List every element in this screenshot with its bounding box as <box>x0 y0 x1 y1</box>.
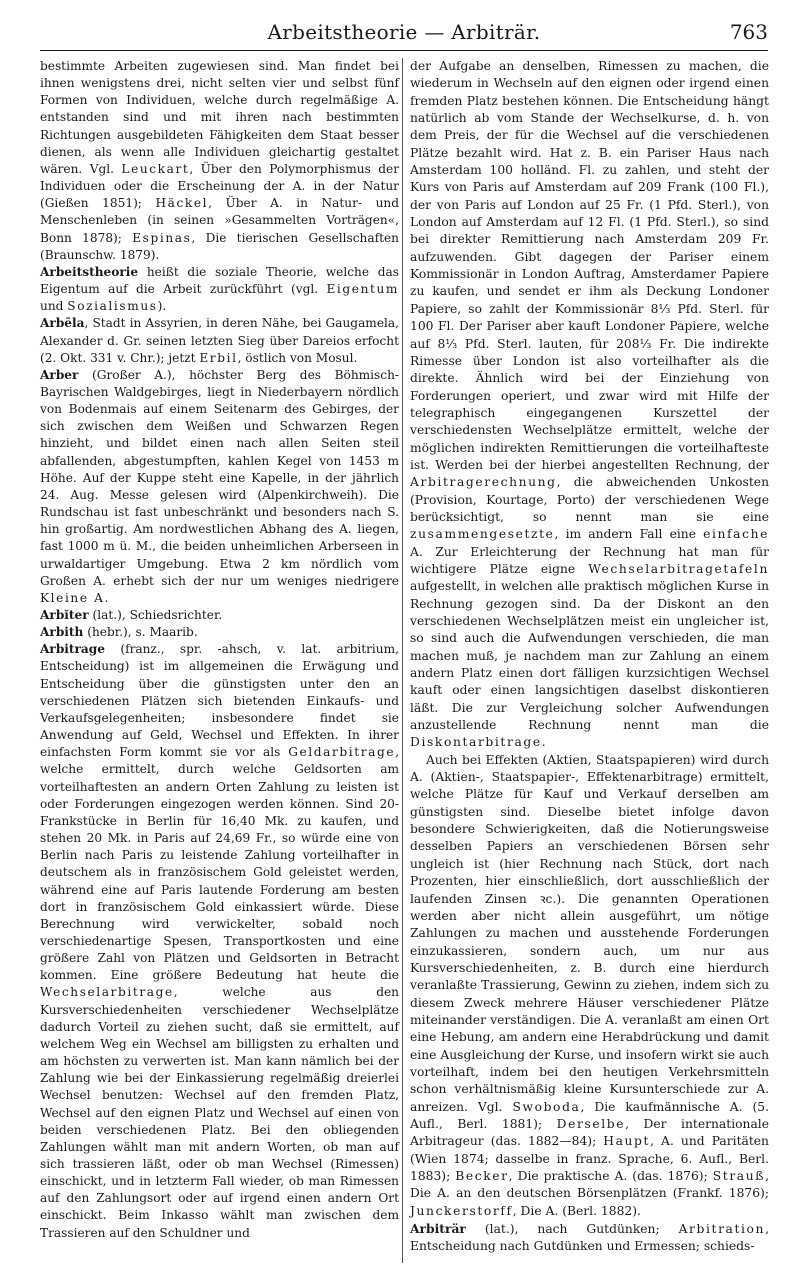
entry-text: , welche ermittelt, durch welche Geldsorten am vorteilhaftesten an andern Orten Zahlung zu leisten ist oder Forderungen eingezogen werden können. Sind 20-Frankstücke in Berlin für 16,40 Mk. zu kaufen, und stehen 20 Mk. in Paris auf 24,69 Fr., so würde eine von Berlin nach Paris zu leistende Zahlung vorteilhafter in deutschem als in französischem Gold geleistet werden, während eine auf Paris lautende Forderung am besten dort in französischem Gold einkassiert würde. Diese Berechnung wird verwickelter, sobald noch verschiedenartige Spesen, Transportkosten und eine größere Zahl von Plätzen und Geldsorten in Betracht kommen. Eine größere Bedeutung hat heute die <box>40 745 399 983</box>
running-title: Arbeitstheorie — Arbiträr. <box>267 20 541 44</box>
spaced-term: Junckerstorff <box>410 1203 513 1218</box>
entry-text: bestimmte Arbeiten zugewiesen sind. Man findet bei ihnen wenigstens drei, nicht selten vier und selbst fünf Formen von Individuen, welche durch regelmäßige A. entstanden sind und mit ihren nach bestimmten Richtungen ausgebildeten Fähigkeiten dem Staat besser dienen, als wenn alle Individuen gleichartig gestaltet wären. Vgl. <box>40 59 399 176</box>
entry-headword: Arbitrage <box>40 642 106 657</box>
spaced-term: Sozialismus <box>67 299 158 314</box>
entry-text: , Die kaufmännische A. (5. Aufl., Berl. 1881); <box>410 1099 769 1131</box>
column-divider <box>402 58 403 1263</box>
entry-text: und <box>40 299 68 314</box>
entry-text: (lat.), nach Gutdünken; <box>465 1222 679 1237</box>
spaced-term: Espinas <box>132 230 192 245</box>
entry-text: , Über den Polymorphismus der Individuen oder die Erscheinung der A. in der Natur (Gießen 1851); <box>40 161 399 211</box>
spaced-term: Diskontarbitrage <box>410 735 542 750</box>
entry-text: , Stadt in Assyrien, in deren Nähe, bei Gaugamela, Alexander d. Gr. seinen letzten Sieg über Dareios erfocht (2. Okt. 331 v. Chr.); jetzt <box>40 316 399 365</box>
entry-text: aufgestellt, in welchen alle praktisch möglichen Kurse in Rechnung gezogen sind. Da der Diskont an den verschiedenen Wechselplätzen meist ein ungleicher ist, so sind auch die Aufwendungen verschieden, die man machen muß, je nachdem man zur Zahlung an einem andern Platz einen dort fälligen kurzsichtigen Wechsel kauft oder einen langsichtigen daselbst diskontieren läßt. Die zur Vergleichung solcher Aufwendungen anzustellende Rechnung nennt man die <box>410 579 769 733</box>
continued-paragraph <box>410 58 769 752</box>
spaced-term: Arbitragerechnung <box>410 475 557 490</box>
spaced-term: Strauß <box>712 1169 766 1183</box>
entry-headword: Arbeitstheorie <box>40 264 139 279</box>
right-column <box>410 58 769 1256</box>
dictionary-entry <box>40 607 399 624</box>
spaced-term: Arbitration <box>678 1222 766 1237</box>
running-header <box>40 18 768 48</box>
entry-text: , Die A. (Berl. 1882). <box>512 1203 641 1218</box>
spaced-term: Derselbe <box>556 1116 626 1131</box>
dictionary-entry <box>40 624 399 641</box>
entry-text: , Die tierischen Gesellschaften (Braunschw. 1879). <box>40 230 399 262</box>
entry-headword: Arbiträr <box>410 1221 466 1237</box>
entry-text: , östlich von Mosul. <box>237 350 358 365</box>
page-number: 763 <box>729 20 768 44</box>
spaced-term: Geldarbitrage <box>288 745 396 760</box>
dictionary-entry <box>410 1220 769 1256</box>
entry-text: , Der internationale Arbitrageur (das. 1882—84); <box>410 1116 769 1149</box>
entry-headword: Arber <box>40 367 79 382</box>
left-column <box>40 58 399 1242</box>
spaced-term: Leuckart <box>121 161 190 176</box>
entry-text: der Aufgabe an denselben, Rimessen zu machen, die wiederum in Wechseln auf den eignen oder irgend einen fremden Platz bestehen können. Die Entscheidung hängt natürlich ab vom Stande der Wechselkurse, d. h. von dem Preis, der für die Wechsel auf die verschiedenen Plätze bezahlt wird. Hat z. B. ein Pariser Haus nach Amsterdam 100 holländ. Fl. zu zahlen, und steht der Kurs von Paris auf Amsterdam auf 209 Frank (100 Fl.), der von Paris auf London auf 25 Fr. (1 Pfd. Sterl.), von London auf Amsterdam auf 12 Fl. (1 Pfd. Sterl.), so sind bei direkter Remittierung nach Amsterdam 209 Fr. aufzuwenden. Gibt dagegen der Pariser einem Kommissionär in London Auftrag, Amsterdamer Papiere zu kaufen, und sendet er ihm als Deckung Londoner Papiere, so zahlt der Kommissionär 8⅓ Pfd. Sterl. für 100 Fl. Der Pariser aber kauft Londoner Papiere, welche auf 8⅓ Pfd. Sterl. lauten, für 208⅓ Fr. Die indirekte Rimesse über London ist also vorteilhafter als die direkte. Ähnlich wird bei der Einziehung von Forderungen operiert, und zwar wird mit Hilfe der telegraphisch eingegangenen Kurszettel der verschiedensten Wechselplätze ermittelt, welche der möglichen indirekten Remittierungen die vorteilhafteste ist. Werden bei der hierbei angestellten Rechnung, der <box>410 59 769 472</box>
spaced-term: Wechselarbitragetafeln <box>588 561 769 576</box>
entry-text: (lat.), Schiedsrichter. <box>88 608 223 622</box>
entry-text: heißt die soziale Theorie, welche das Eigentum auf die Arbeit zurückführt (vgl. <box>40 264 399 297</box>
dictionary-entry <box>40 641 399 1241</box>
continued-paragraph <box>40 58 399 264</box>
entry-headword: Arbēla <box>40 316 85 331</box>
dictionary-entry <box>40 367 399 607</box>
entry-text: , im andern Fall eine <box>554 527 704 542</box>
dictionary-entry <box>40 264 399 315</box>
spaced-term: Haupt <box>603 1134 651 1149</box>
entry-text: ). <box>157 299 167 314</box>
spaced-term: Eigentum <box>326 282 399 297</box>
entry-text: , Über A. in Natur- und Menschenleben (in seinen »Gesammelten Vorträgen«, Bonn 1878); <box>40 196 399 245</box>
entry-text: , die abweichenden Unkosten (Provision, Kourtage, Porto) der verschiedenen Wege berücksichtigt, so nennt man sie eine <box>410 475 769 524</box>
header-rule <box>40 50 768 51</box>
paragraph <box>410 752 769 1220</box>
entry-text: A. Zur Erleichterung der Rechnung hat man für wichtigere Plätze eigne <box>410 544 769 576</box>
entry-text: , Die praktische A. (das. 1876); <box>508 1169 713 1183</box>
spaced-term: Kleine A. <box>40 590 110 605</box>
entry-text: , welche aus den Kursverschiedenheiten verschiedener Wechselplätze dadurch Vorteil zu ziehen sucht, daß sie ermittelt, auf welchem Weg ein Wechsel am billigsten zu erhalten und am höchsten zu verwerten ist. Man kann nämlich bei der Zahlung wie bei der Einkassierung regelmäßig dreierlei Wechsel benutzen: Wechsel auf den fremden Platz, Wechsel auf den eignen Platz und Wechsel auf einen von beiden verschiedenen Platz. Bei den obliegenden Zahlungen wählt man mit andern Worten, ob man auf sich trassieren läßt, oder ob man Wechsel (Rimessen) einschickt, und in letzterm Fall wieder, ob man Rimessen auf den Zahlungsort oder auf irgend einen andern Ort einschickt. Beim Inkasso wählt man zwischen dem Trassieren auf den Schuldner und <box>40 985 399 1240</box>
entry-text: (franz., spr. -ahsch, v. lat. arbitrium, Entscheidung) ist im allgemeinen die Erwägung und Entscheidung über die günstigsten unter den an verschiedenen Plätzen sich bietenden Einkaufs- und Verkaufsgelegenheiten; insbesondere findet sie Anwendung auf Geld, Wechsel und Effekten. In ihrer einfachsten Form kommt sie vor als <box>40 642 399 760</box>
spaced-term: Erbil <box>199 350 238 365</box>
spaced-term: Wechselarbitrage <box>40 985 174 1000</box>
entry-text: (hebr.), s. Maarib. <box>83 625 198 640</box>
spaced-term: Swoboda <box>512 1099 581 1114</box>
entry-text: Auch bei Effekten (Aktien, Staatspapieren) wird durch A. (Aktien-, Staatspapier-, Effektenarbitrage) ermittelt, welche Plätze für Kauf und Verkauf derselben am günstigsten sind. Dieselbe bietet infolge davon besondere Schwierigkeiten, daß die Notierungsweise desselben Papiers an verschiedenen Börsen sehr ungleich ist (hier Rechnung nach Stück, dort nach Prozenten, hier einschließlich, dort ausschließlich der laufenden Zinsen ꝛc.). Die genannten Operationen werden aber nicht allein ausgeführt, um nötige Zahlungen zu machen und ausstehende Forderungen einzukassieren, sondern auch, um nur aus Kursverschiedenheiten, z. B. durch eine hierdurch veranlaßte Trassierung, Gewinn zu ziehen, indem sich zu diesem Zweck mehrere Häuser verschiedener Plätze miteinander verständigen. Die A. veranlaßt am einen Ort eine Hebung, am andern eine Herabdrückung und damit eine Ausgleichung der Kurse, und insofern wirkt sie auch vorteilhaft, indem bei den heutigen Verkehrsmitteln schon verhältnismäßig kleine Kursunterschiede zur A. anreizen. Vgl. <box>410 752 769 1114</box>
entry-text: , A. und Paritäten (Wien 1874; dasselbe in franz. Sprache, 6. Aufl., Berl. 1883); <box>410 1134 769 1183</box>
spaced-term: Becker <box>455 1169 509 1183</box>
entry-text: . <box>541 735 546 750</box>
entry-text: (Großer A.), höchster Berg des Böhmisch-Bayrischen Waldgebirges, liegt in Niederbayern nördlich von Bodenmais auf einem Seitenarm des Gebirges, der sich zwischen dem Weißen und Schwarzen Regen hinzieht, und bildet einen nach allen Seiten steil abfallenden, abgestumpften, kahlen Kegel von 1453 m Höhe. Auf der Kuppe steht eine Kapelle, in der jährlich 24. Aug. Messe gelesen wird (Alpenkirchweih). Die Rundschau ist fast unbeschränkt und besonders nach S. hin großartig. Am nordwestlichen Abhang des A. liegen, fast 1000 m ü. M., die beiden unheimlichen Arberseen in urwaldartiger Umgebung. Etwa 2 km nördlich vom Großen A. erhebt sich der nur um weniges niedrigere <box>40 367 399 588</box>
spaced-term: zusammengesetzte <box>410 527 555 542</box>
dictionary-entry <box>40 315 399 366</box>
spaced-term: einfache <box>703 527 769 542</box>
spaced-term: Häckel <box>155 196 209 211</box>
entry-headword: Arbĭter <box>40 608 89 622</box>
entry-text: , Die A. an den deutschen Börsenplätzen (Frankf. 1876); <box>410 1169 769 1201</box>
entry-headword: Arbith <box>40 625 84 640</box>
entry-text: , Entscheidung nach Gutdünken und Ermessen; schieds- <box>410 1222 769 1254</box>
